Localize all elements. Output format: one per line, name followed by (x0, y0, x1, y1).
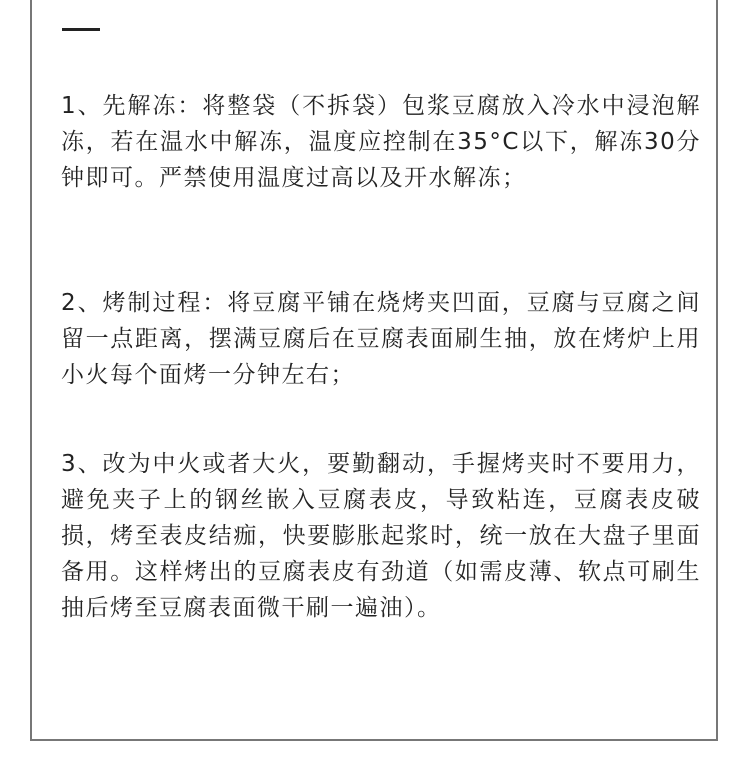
section-divider-dash (62, 28, 100, 31)
step-3-text: 3、改为中火或者大火，要勤翻动，手握烤夹时不要用力，避免夹子上的钢丝嵌入豆腐表皮，导致粘连，豆腐表皮破损，烤至表皮结痂，快要膨胀起浆时，统一放在大盘子里面备用。这样烤出的豆腐表皮有劲道（如需皮薄、软点可刷生抽后烤至豆腐表面微干刷一遍油）。 (61, 451, 701, 621)
instruction-panel (30, 0, 718, 741)
step-2-text: 2、烤制过程：将豆腐平铺在烧烤夹凹面，豆腐与豆腐之间留一点距离，摆满豆腐后在豆腐表面刷生抽，放在烤炉上用小火每个面烤一分钟左右； (61, 290, 701, 388)
step-1-text: 1、先解冻：将整袋（不拆袋）包浆豆腐放入冷水中浸泡解冻，若在温水中解冻，温度应控制在35°C以下，解冻30分钟即可。严禁使用温度过高以及开水解冻； (61, 93, 701, 191)
